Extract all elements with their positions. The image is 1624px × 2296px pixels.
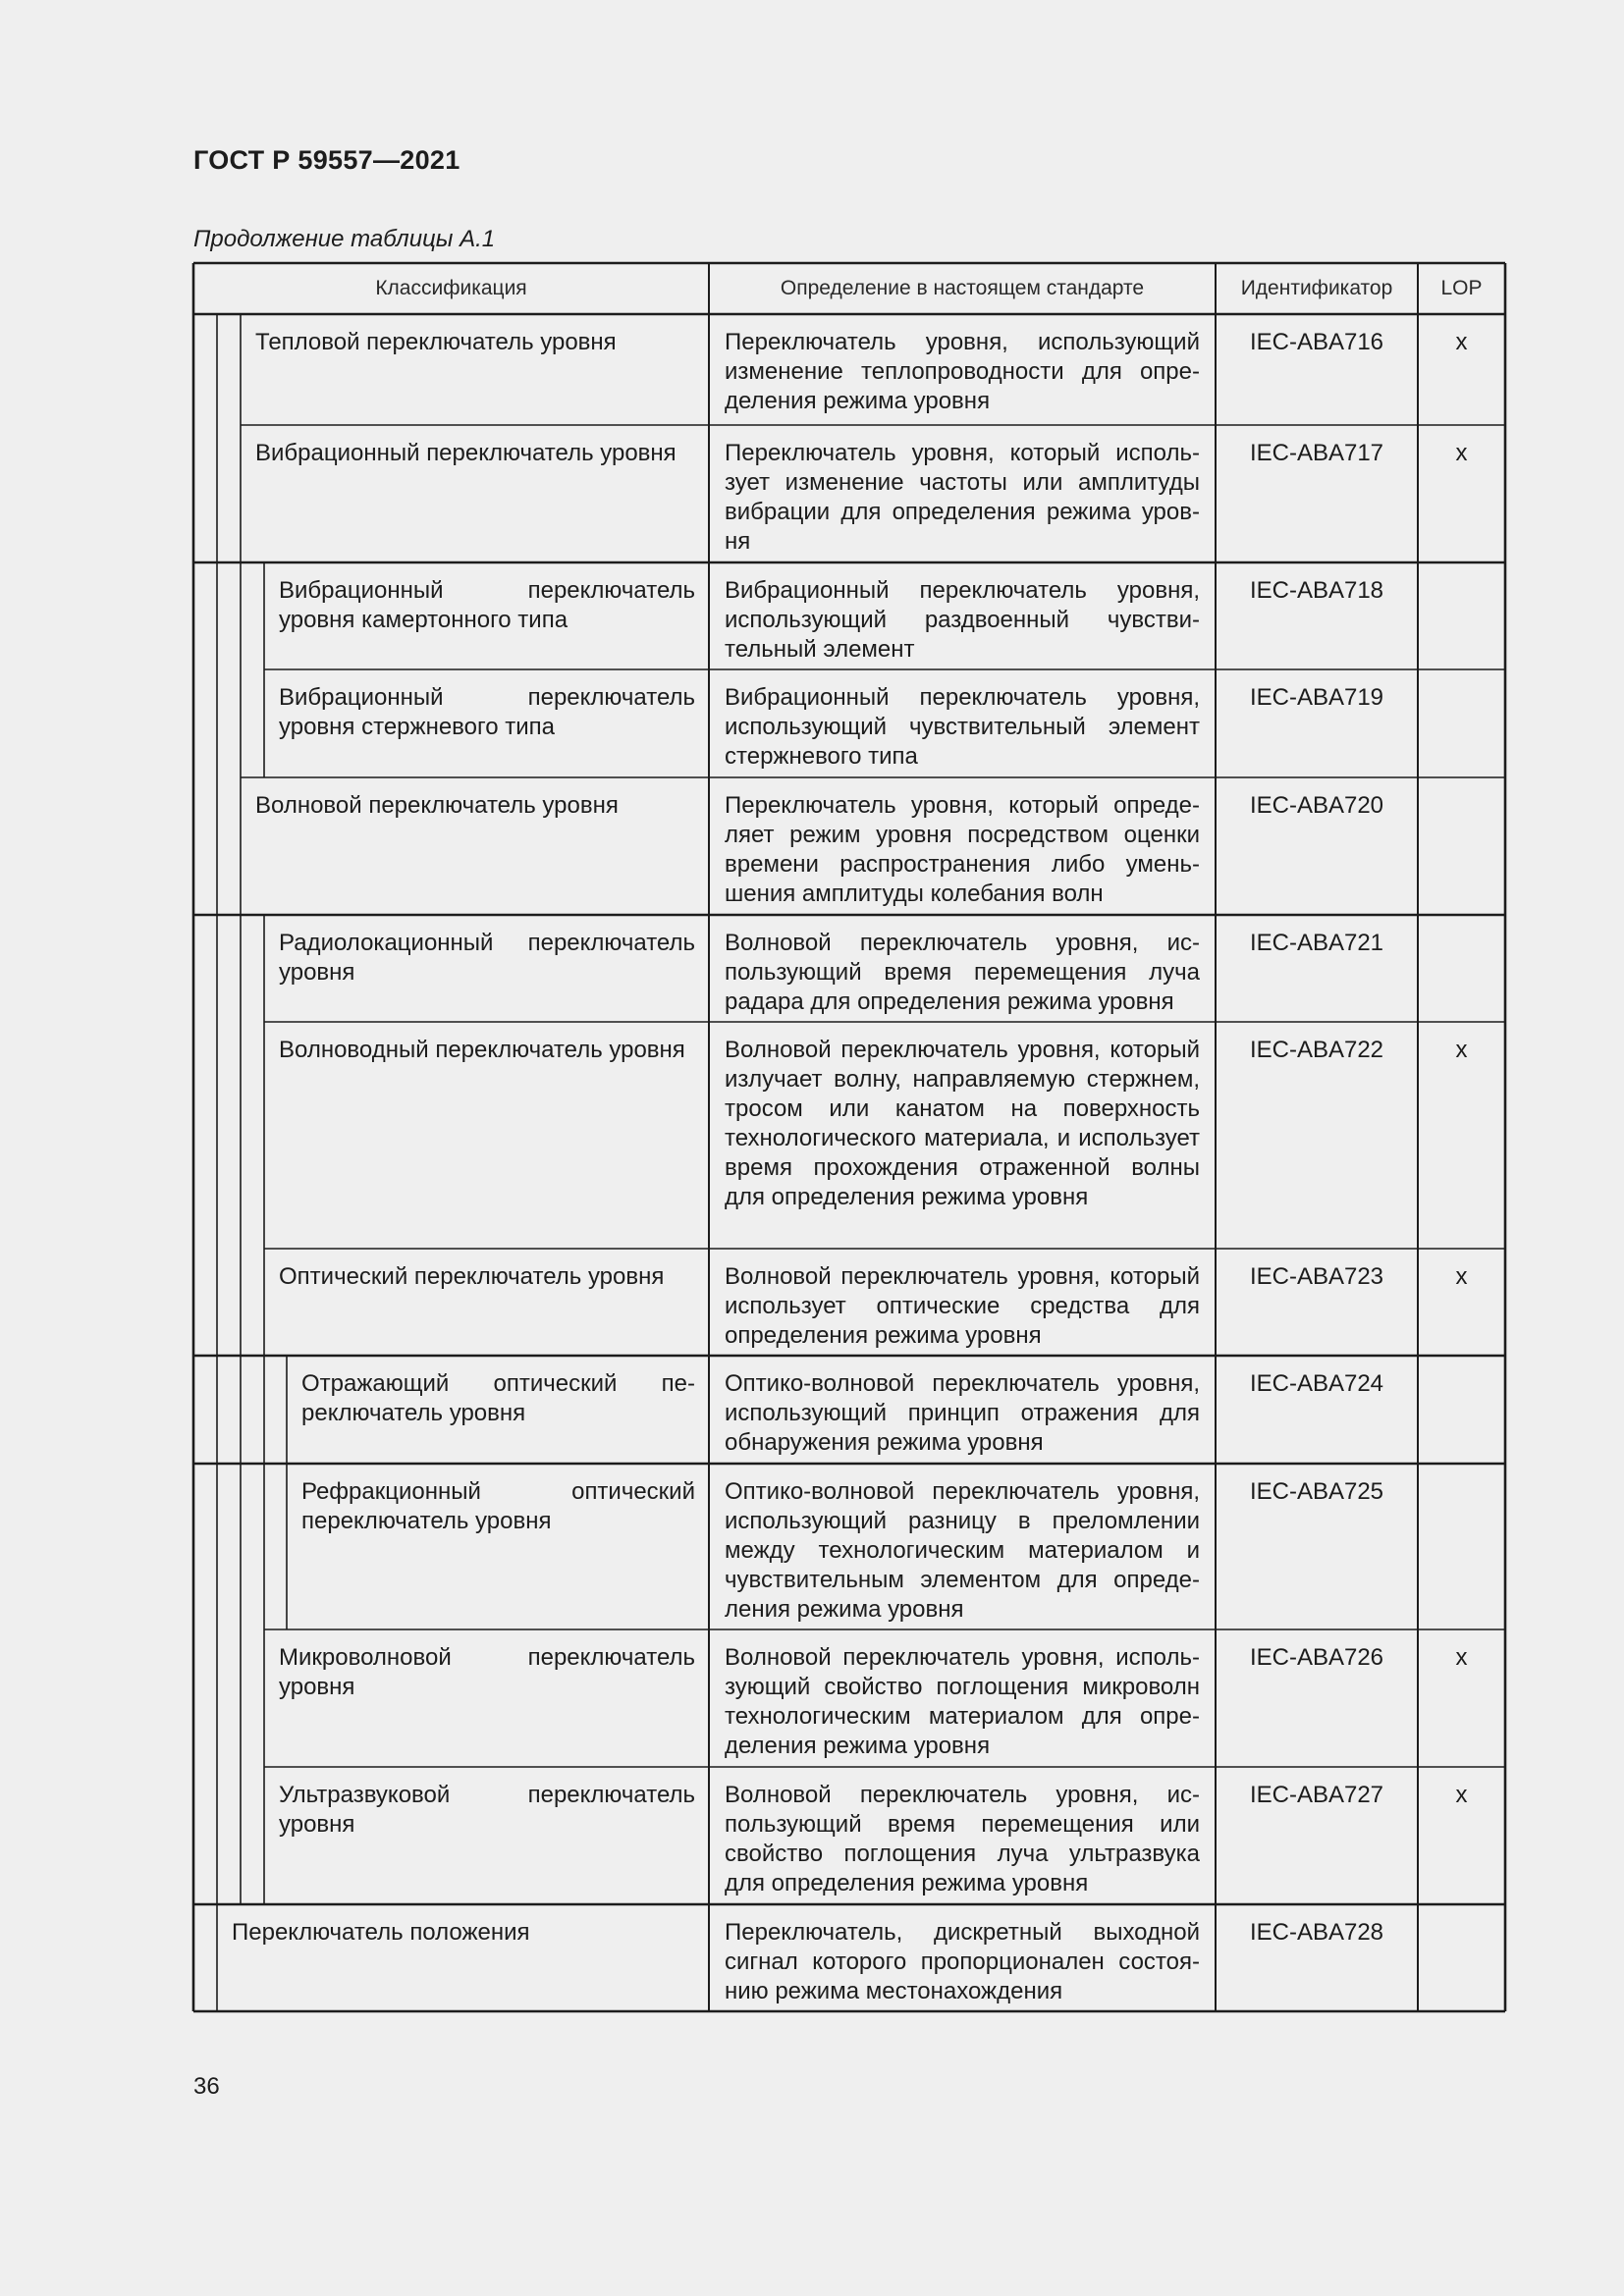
row-definition: Оптико-волновой переключатель уровня, использующий разницу в преломлении между технологическим материалом и чувствительным элементом для определения режима уровня [725, 1478, 1200, 1623]
row-identifier: IEC-ABA720 [1249, 792, 1384, 819]
page-number: 36 [193, 2073, 220, 2100]
header-identifier: Идентификатор [1240, 277, 1393, 299]
row-identifier: IEC-ABA718 [1249, 577, 1384, 604]
row-classification: Оптический переключатель уровня [279, 1263, 665, 1290]
row-classification: Микроволновой переключатель уровня [279, 1644, 695, 1700]
row-identifier: IEC-ABA726 [1249, 1644, 1384, 1671]
row-definition: Волновой переключатель уровня, который использует оптические средства для определения режима уровня [725, 1263, 1200, 1349]
row-definition: Оптико-волновой переключатель уровня, использующий принцип отражения для обнаружения режима уровня [725, 1370, 1200, 1456]
row-definition: Вибрационный переключатель уровня, использующий раздвоенный чувствительный элемент [725, 577, 1200, 663]
row-definition: Волновой переключатель уровня, использующий свойство поглощения микроволн технологическим материалом для определения режима уровня [725, 1644, 1200, 1759]
row-classification: Волновой переключатель уровня [255, 792, 619, 819]
row-identifier: IEC-ABA719 [1249, 684, 1384, 711]
row-identifier: IEC-ABA722 [1249, 1037, 1384, 1063]
row-lop-mark: x [1455, 1782, 1468, 1808]
row-definition: Переключатель уровня, использующий изменение теплопроводности для определения режима уровня [725, 329, 1200, 414]
header-lop: LOP [1440, 277, 1483, 299]
row-classification: Тепловой переключатель уровня [255, 329, 617, 355]
row-definition: Переключатель, дискретный выходной сигнал которого пропорционален состоянию режима местонахождения [725, 1919, 1200, 2004]
row-identifier: IEC-ABA716 [1249, 329, 1384, 355]
row-identifier: IEC-ABA727 [1249, 1782, 1384, 1808]
row-classification: Рефракционный оптический переключатель уровня [301, 1478, 695, 1534]
row-classification: Вибрационный переключатель уровня камертонного типа [279, 577, 695, 633]
row-lop-mark: x [1455, 1037, 1468, 1063]
row-definition: Вибрационный переключатель уровня, использующий чувствительный элемент стержневого типа [725, 684, 1200, 770]
row-classification: Вибрационный переключатель уровня стержневого типа [279, 684, 695, 740]
row-lop-mark: x [1455, 1263, 1468, 1290]
row-identifier: IEC-ABA724 [1249, 1370, 1384, 1397]
row-identifier: IEC-ABA721 [1249, 930, 1384, 956]
row-identifier: IEC-ABA723 [1249, 1263, 1384, 1290]
row-lop-mark: x [1455, 1644, 1468, 1671]
row-identifier: IEC-ABA717 [1249, 440, 1384, 466]
row-classification: Ультразвуковой переключатель уровня [279, 1782, 695, 1838]
row-definition: Переключатель уровня, который использует изменение частоты или амплитуды вибрации для определения режима уровня [725, 440, 1200, 555]
document-title: ГОСТ Р 59557—2021 [193, 145, 460, 175]
row-classification: Отражающий оптический переключатель уровня [301, 1370, 695, 1426]
row-lop-mark: x [1455, 440, 1468, 466]
row-classification: Переключатель положения [232, 1919, 530, 1946]
row-definition: Волновой переключатель уровня, использующий время перемещения или свойство поглощения луча ультразвука для определения режима уровня [725, 1782, 1200, 1896]
row-classification: Радиолокационный переключатель уровня [279, 930, 695, 986]
row-classification: Вибрационный переключатель уровня [255, 440, 677, 466]
row-identifier: IEC-ABA728 [1249, 1919, 1384, 1946]
row-definition: Переключатель уровня, который определяет режим уровня посредством оценки времени распространения либо уменьшения амплитуды колебания волн [725, 792, 1200, 907]
row-classification: Волноводный переключатель уровня [279, 1037, 685, 1063]
table-caption: Продолжение таблицы А.1 [193, 226, 496, 252]
header-classification: Классификация [375, 277, 527, 299]
header-definition: Определение в настоящем стандарте [780, 277, 1145, 299]
row-definition: Волновой переключатель уровня, который излучает волну, направляемую стержнем, тросом или канатом на поверхность технологического материала, и использует время прохождения отраженной волны для определения режима уровня [725, 1037, 1200, 1210]
row-definition: Волновой переключатель уровня, использующий время перемещения луча радара для определения режима уровня [725, 930, 1200, 1015]
row-lop-mark: x [1455, 329, 1468, 355]
row-identifier: IEC-ABA725 [1249, 1478, 1384, 1505]
